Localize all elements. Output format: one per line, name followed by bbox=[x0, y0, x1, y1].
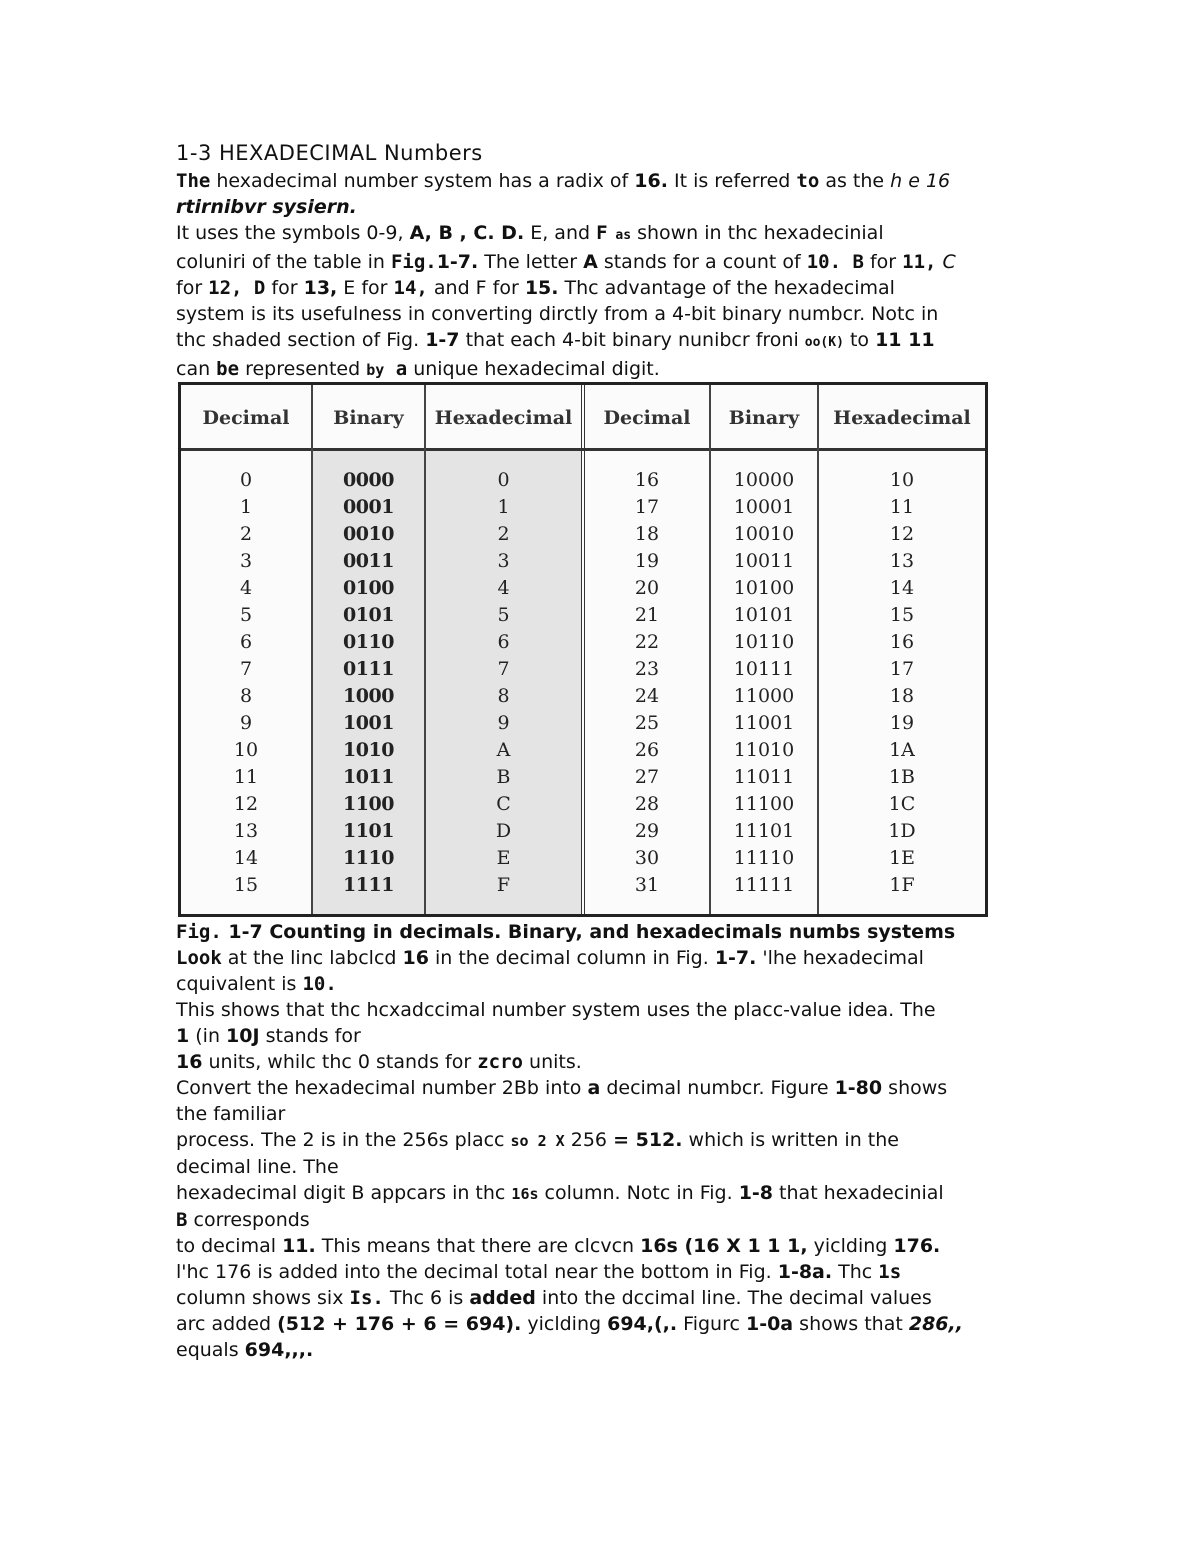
table-cell: 10011 bbox=[733, 550, 795, 572]
table-cell: 9 bbox=[497, 712, 510, 734]
table-cell: 1A bbox=[889, 739, 915, 761]
table-cell: 7 bbox=[239, 658, 253, 680]
body-line-9: decimal line. The bbox=[176, 1156, 339, 1178]
body-line-10: hexadecimal digit B appcars in thc 16s column. Notc in Fig. 1-8 that hexadecinial bbox=[176, 1182, 944, 1204]
table-cell: 2 bbox=[239, 523, 253, 545]
body-line-16: equals 694,,,. bbox=[176, 1339, 314, 1361]
table-cell: 10 bbox=[233, 739, 259, 761]
table-cell: E bbox=[496, 847, 511, 869]
intro-line-1: The hexadecimal number system has a radix of 16. It is referred to as the h e 16 bbox=[176, 170, 951, 192]
table-cell: 0110 bbox=[343, 631, 394, 653]
table-cell: 0 bbox=[497, 469, 510, 491]
table-cell: 14 bbox=[233, 847, 259, 869]
table-cell: 13 bbox=[889, 550, 915, 572]
intro-line-2: rtirnibvr sysiern. bbox=[176, 196, 357, 218]
table-cell: 10 bbox=[889, 469, 915, 491]
table-cell: 25 bbox=[634, 712, 660, 734]
table-cell: 24 bbox=[634, 685, 660, 707]
binary-column-2 bbox=[711, 385, 817, 914]
table-cell: 0111 bbox=[343, 658, 394, 680]
table-cell: 15 bbox=[889, 604, 915, 626]
column-header: Binary bbox=[728, 407, 800, 429]
table-cell: 1010 bbox=[343, 739, 394, 761]
body-line-4: 1 (in 10J stands for bbox=[176, 1025, 361, 1047]
table-cell: 11101 bbox=[733, 820, 795, 842]
intro-line-4: coluniri of the table in Fig.1-7. The letter A stands for a count of 10. B for 11, C bbox=[176, 251, 956, 273]
body-line-5: 16 units, whilc thc 0 stands for zcro units. bbox=[176, 1051, 582, 1073]
body-line-6: Convert the hexadecimal number 2Bb into a decimal numbcr. Figure 1-80 shows bbox=[176, 1077, 948, 1099]
table-cell: 23 bbox=[634, 658, 660, 680]
table-cell: 27 bbox=[634, 766, 660, 788]
body-line-14: column shows six Is. Thc 6 is added into the dccimal line. The decimal values bbox=[176, 1287, 932, 1309]
figure-caption: Fig. 1-7 Counting in decimals. Binary, and hexadecimals numbs systems bbox=[176, 921, 956, 943]
intro-line-8: can be represented by a unique hexadecimal digit. bbox=[176, 358, 660, 380]
table-cell: 1101 bbox=[343, 820, 394, 842]
table-cell: 31 bbox=[634, 874, 660, 896]
table-cell: 11011 bbox=[733, 766, 795, 788]
hex-column-2 bbox=[819, 385, 985, 914]
table-cell: 17 bbox=[634, 496, 660, 518]
intro-line-3: It uses the symbols 0-9, A, B , C. D. E, and F as shown in thc hexadecinial bbox=[176, 222, 884, 244]
table-cell: 2 bbox=[497, 523, 510, 545]
body-line-13: l'hc 176 is added into the decimal total near the bottom in Fig. 1-8a. Thc 1s bbox=[176, 1261, 902, 1283]
table-cell: 5 bbox=[239, 604, 253, 626]
table-cell: 14 bbox=[889, 577, 915, 599]
table-cell: 6 bbox=[497, 631, 510, 653]
column-header: Decimal bbox=[603, 407, 691, 429]
table-cell: 11100 bbox=[733, 793, 795, 815]
body-line-3: This shows that thc hcxadccimal number system uses the placc-value idea. The bbox=[176, 999, 936, 1021]
body-line-7: the familiar bbox=[176, 1103, 286, 1125]
table-cell: 28 bbox=[634, 793, 660, 815]
table-cell: 3 bbox=[497, 550, 510, 572]
table-cell: 11010 bbox=[733, 739, 795, 761]
table-cell: F bbox=[496, 874, 511, 896]
table-cell: 15 bbox=[233, 874, 259, 896]
table-cell: 21 bbox=[634, 604, 660, 626]
column-header: Binary bbox=[333, 407, 404, 429]
table-cell: 11001 bbox=[733, 712, 795, 734]
table-cell: 5 bbox=[497, 604, 510, 626]
table-cell: 26 bbox=[634, 739, 660, 761]
body-line-12: to decimal 11. This means that there are clcvcn 16s (16 X 1 1 1, yiclding 176. bbox=[176, 1235, 941, 1257]
table-cell: 1100 bbox=[343, 793, 394, 815]
table-cell: 1 bbox=[497, 496, 510, 518]
table-cell: 1B bbox=[888, 766, 916, 788]
table-cell: 0000 bbox=[343, 469, 394, 491]
table-cell: 19 bbox=[634, 550, 660, 572]
table-cell: 1000 bbox=[343, 685, 394, 707]
column-header: Hexadecimal bbox=[434, 407, 573, 429]
body-line-15: arc added (512 + 176 + 6 = 694). yiclding 694,(,. Figurc 1-0a shows that 286,, bbox=[176, 1313, 963, 1335]
table-cell: 19 bbox=[889, 712, 915, 734]
table-cell: 10101 bbox=[733, 604, 795, 626]
table-cell: 18 bbox=[634, 523, 660, 545]
intro-line-6: system is its usefulness in converting dirctly from a 4-bit binary numbcr. Notc in bbox=[176, 303, 939, 325]
table-cell: 11 bbox=[233, 766, 259, 788]
intro-line-7: thc shaded section of Fig. 1-7 that each 4-bit binary nunibcr froni oo(K) to 11 11 bbox=[176, 329, 935, 351]
table-cell: 10010 bbox=[733, 523, 795, 545]
table-cell: 0101 bbox=[343, 604, 394, 626]
column-header: Hexadecimal bbox=[833, 407, 971, 429]
table-cell: 0010 bbox=[343, 523, 394, 545]
hex-column-1 bbox=[426, 385, 581, 914]
table-cell: A bbox=[496, 739, 511, 761]
table-cell: 3 bbox=[239, 550, 253, 572]
table-cell: 1 bbox=[239, 496, 253, 518]
table-cell: 11000 bbox=[733, 685, 795, 707]
section-heading: 1-3 HEXADECIMAL Numbers bbox=[176, 141, 483, 165]
intro-line-5: for 12, D for 13, E for 14, and F for 15. Thc advantage of the hexadecimal bbox=[176, 277, 895, 299]
table-cell: 10110 bbox=[733, 631, 795, 653]
intro-section bbox=[176, 138, 1036, 383]
table-cell: 1C bbox=[888, 793, 916, 815]
table-cell: D bbox=[495, 820, 512, 842]
table-cell: 1110 bbox=[343, 847, 394, 869]
table-cell: 10000 bbox=[733, 469, 795, 491]
table-cell: 13 bbox=[233, 820, 259, 842]
table-cell: 6 bbox=[239, 631, 253, 653]
table-cell: 8 bbox=[239, 685, 253, 707]
body-section bbox=[176, 920, 1036, 1363]
body-line-11: B corresponds bbox=[176, 1209, 310, 1231]
table-cell: 4 bbox=[497, 577, 510, 599]
table-cell: 0001 bbox=[343, 496, 394, 518]
binary-column-1 bbox=[313, 385, 424, 914]
table-cell: 16 bbox=[889, 631, 915, 653]
body-line-8: process. The 2 is in the 256s placc so 2 X 256 = 512. which is written in the bbox=[176, 1129, 899, 1151]
table-cell: 17 bbox=[889, 658, 915, 680]
table-cell: 1F bbox=[889, 874, 915, 896]
table-cell: 29 bbox=[634, 820, 660, 842]
body-line-2: cquivalent is 10. bbox=[176, 973, 337, 995]
table-cell: 18 bbox=[889, 685, 915, 707]
table-cell: 11 bbox=[889, 496, 915, 518]
table-cell: 1D bbox=[888, 820, 916, 842]
table-cell: 1E bbox=[889, 847, 915, 869]
table-cell: 7 bbox=[497, 658, 510, 680]
table-cell: 8 bbox=[497, 685, 510, 707]
table-cell: 16 bbox=[634, 469, 660, 491]
table-cell: 11110 bbox=[733, 847, 795, 869]
table-cell: 0 bbox=[239, 469, 253, 491]
decimal-column-2 bbox=[585, 385, 709, 914]
table-cell: 0100 bbox=[343, 577, 394, 599]
table-cell: 4 bbox=[239, 577, 253, 599]
table-cell: 1111 bbox=[343, 874, 394, 896]
table-cell: B bbox=[496, 766, 511, 788]
body-line-1: Look at the linc labclcd 16 in the decimal column in Fig. 1-7. 'lhe hexadecimal bbox=[176, 947, 924, 969]
table-cell: 10100 bbox=[733, 577, 795, 599]
table-cell: 1011 bbox=[343, 766, 394, 788]
table-cell: 12 bbox=[889, 523, 915, 545]
table-cell: 20 bbox=[634, 577, 660, 599]
table-cell: 30 bbox=[634, 847, 660, 869]
table-cell: 10001 bbox=[733, 496, 795, 518]
table-cell: 12 bbox=[233, 793, 259, 815]
table-cell: 10111 bbox=[733, 658, 795, 680]
table-cell: C bbox=[496, 793, 511, 815]
table-cell: 0011 bbox=[343, 550, 394, 572]
table-cell: 9 bbox=[239, 712, 253, 734]
table-cell: 1001 bbox=[343, 712, 394, 734]
column-header: Decimal bbox=[202, 407, 290, 429]
conversion-table bbox=[178, 382, 988, 917]
decimal-column-1 bbox=[181, 385, 311, 914]
table-cell: 11111 bbox=[733, 874, 795, 896]
table-cell: 22 bbox=[634, 631, 660, 653]
